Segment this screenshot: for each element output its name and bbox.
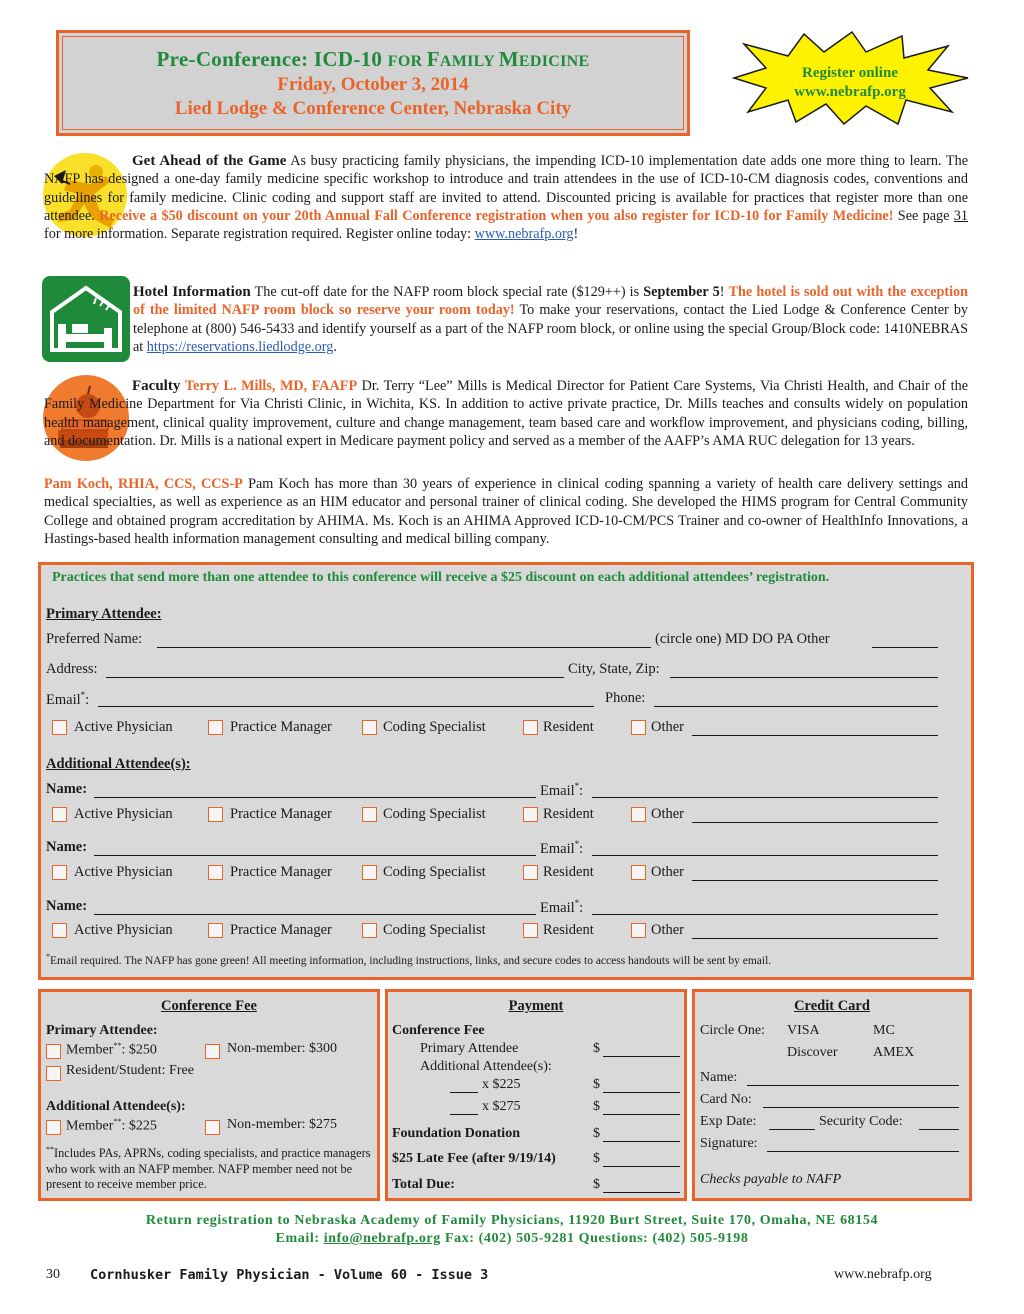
card-security-field[interactable] [919, 1129, 959, 1130]
return-registration-info [40, 1212, 984, 1248]
other-role-field[interactable] [692, 938, 938, 939]
title-family-rest: AMILY [439, 53, 499, 70]
get-ahead-discount: Receive a $50 discount on your 20th Annual Fall Conference registration when you also register for ICD-10 for Family Medicine! [99, 207, 894, 224]
card-number-field[interactable] [763, 1107, 959, 1108]
credential-circle-one[interactable]: (circle one) MD DO PA Other [655, 631, 830, 647]
payment-foundation-label: Foundation Donation [392, 1126, 520, 1141]
page-number: 30 [46, 1267, 60, 1282]
additional-email-label-text: Email [540, 782, 575, 799]
card-name-field[interactable] [747, 1085, 959, 1086]
checkbox-resident[interactable] [523, 720, 538, 735]
payment-title: Payment [508, 998, 564, 1014]
register-online-callout[interactable] [760, 64, 940, 102]
credit-card-title: Credit Card [794, 998, 870, 1014]
hotel-bed-icon [42, 276, 130, 362]
dollar-sign: $ [593, 1126, 600, 1141]
fee-note-mark: ** [46, 1145, 54, 1154]
footer-website[interactable]: www.nebrafp.org [834, 1267, 932, 1282]
payment-qty-275-field[interactable] [450, 1114, 478, 1115]
liedlodge-link[interactable]: https://reservations.liedlodge.org [146, 338, 334, 355]
role-label: Coding Specialist [383, 864, 486, 880]
checkbox-coding-specialist[interactable] [362, 865, 377, 880]
checks-payable-note: Checks payable to NAFP [700, 1172, 842, 1187]
header-banner [56, 30, 690, 136]
other-role-field[interactable] [692, 880, 938, 881]
card-exp-field[interactable] [769, 1129, 815, 1130]
additional-name-field[interactable] [94, 914, 536, 915]
conference-fee-title: Conference Fee [161, 998, 257, 1014]
city-state-zip-field[interactable] [670, 677, 938, 678]
card-discover[interactable]: Discover [787, 1045, 838, 1060]
title-medicine-initial: M [498, 47, 519, 71]
fee-primary-heading: Primary Attendee: [46, 1023, 158, 1038]
role-label: Other [651, 806, 685, 822]
fee-member-primary-mark: ** [113, 1041, 122, 1050]
additional-name-label: Name: [46, 781, 88, 797]
checkbox-other[interactable] [631, 865, 646, 880]
fee-member-note [46, 1142, 374, 1193]
payment-x275: x $275 [482, 1099, 521, 1114]
checkbox-other[interactable] [631, 807, 646, 822]
payment-primary-amount[interactable] [603, 1056, 680, 1057]
hotel-sold-out-notice: The hotel is sold out with the exception of the limited NAFP room block so reserve your room today! [133, 284, 968, 319]
additional-attendees-heading: Additional Attendee(s): [46, 756, 191, 772]
hotel-text: The cut-off date for the NAFP room block special rate ($129++) is [250, 284, 644, 300]
get-ahead-paragraph [44, 152, 968, 243]
payment-box [385, 989, 687, 1201]
fee-member-primary [66, 1041, 157, 1059]
payment-late-fee-amount[interactable] [603, 1166, 680, 1167]
fee-member-primary-label: Member [66, 1042, 114, 1058]
card-signature-label: Signature: [700, 1136, 758, 1151]
additional-email-required-mark: * [574, 839, 580, 849]
page-reference: 31 [953, 207, 968, 224]
card-exp-label: Exp Date: [700, 1114, 757, 1129]
checkbox-coding-specialist[interactable] [362, 807, 377, 822]
hotel-text-4: . [333, 338, 337, 355]
header-venue: Lied Lodge & Conference Center, Nebraska City [174, 98, 572, 119]
payment-foundation-amount[interactable] [603, 1141, 680, 1142]
checkbox-nonmember-primary[interactable] [205, 1044, 220, 1059]
additional-email-required-mark: * [574, 781, 580, 791]
additional-email-field[interactable] [592, 914, 938, 915]
get-ahead-text-4: ! [573, 226, 579, 243]
payment-x225: x $225 [482, 1077, 521, 1092]
additional-name-field[interactable] [94, 797, 536, 798]
hotel-text-2: ! [719, 284, 729, 300]
role-label: Other [651, 922, 685, 938]
checkbox-resident[interactable] [523, 865, 538, 880]
footnote-mark: * [46, 952, 50, 961]
card-number-label: Card No: [700, 1092, 752, 1107]
fee-member-additional-label: Member [66, 1118, 114, 1134]
checkbox-resident[interactable] [523, 923, 538, 938]
checkbox-other[interactable] [631, 923, 646, 938]
additional-email-label-text: Email [540, 840, 575, 857]
payment-late-fee-label: $25 Late Fee (after 9/19/14) [392, 1151, 556, 1166]
role-label: Coding Specialist [383, 922, 486, 938]
address-label: Address: [46, 661, 98, 677]
register-online-text: Register online [802, 65, 898, 81]
checkbox-active-physician[interactable] [52, 720, 67, 735]
card-amex[interactable]: AMEX [873, 1045, 915, 1060]
title-medicine-rest: EDICINE [518, 53, 590, 70]
payment-275-amount[interactable] [603, 1114, 680, 1115]
payment-total-amount[interactable] [603, 1192, 680, 1193]
card-visa[interactable]: VISA [787, 1023, 820, 1038]
role-label: Resident [543, 806, 594, 822]
city-state-zip-label: City, State, Zip: [568, 661, 660, 677]
email-label-text: Email [46, 691, 81, 708]
additional-email-label-colon: : [579, 782, 584, 799]
return-contact-line [40, 1230, 984, 1248]
fee-member-additional-price: : $225 [121, 1118, 157, 1134]
fee-member-primary-price: : $250 [121, 1042, 157, 1058]
role-label: Active Physician [74, 719, 173, 735]
additional-name-field[interactable] [94, 855, 536, 856]
checkbox-practice-manager[interactable] [208, 807, 223, 822]
checkbox-practice-manager[interactable] [208, 865, 223, 880]
fee-resident-student: Resident/Student: Free [66, 1063, 194, 1078]
additional-name-label: Name: [46, 898, 88, 914]
additional-email-field[interactable] [592, 797, 938, 798]
card-security-label: Security Code: [819, 1114, 903, 1129]
fee-member-additional-mark: ** [113, 1117, 122, 1126]
return-address: Return registration to Nebraska Academy of Family Physicians, 11920 Burt Street, Suite 170, Omaha, NE 68154 [145, 1213, 879, 1228]
payment-total-label: Total Due: [392, 1177, 455, 1192]
additional-email-label-colon: : [579, 840, 584, 857]
role-label: Coding Specialist [383, 806, 486, 822]
phone-label: Phone: [605, 690, 646, 706]
additional-email-label [540, 839, 583, 858]
address-field[interactable] [106, 677, 564, 678]
other-role-field[interactable] [692, 735, 938, 736]
registration-discount-note: Practices that send more than one attendee to this conference will receive a $25 discount on each additional attendees’ registration. [52, 570, 830, 585]
header-date: Friday, October 3, 2014 [277, 74, 469, 95]
title-main: Pre-Conference: ICD-10 [156, 47, 388, 71]
role-label: Active Physician [74, 864, 173, 880]
card-mc[interactable]: MC [873, 1023, 895, 1038]
other-role-field[interactable] [692, 822, 938, 823]
payment-conference-fee: Conference Fee [392, 1023, 485, 1038]
get-ahead-text-3: for more information. Separate registration required. Register online today: [44, 226, 475, 243]
title-for: FOR [387, 53, 427, 70]
email-label [46, 690, 89, 709]
publication-title: Cornhusker Family Physician - Volume 60 - Issue 3 [90, 1267, 489, 1283]
additional-email-field[interactable] [592, 855, 938, 856]
hotel-heading: Hotel Information [133, 284, 251, 300]
fee-additional-heading: Additional Attendee(s): [46, 1099, 186, 1114]
role-label: Other [651, 864, 685, 880]
checkbox-coding-specialist[interactable] [362, 923, 377, 938]
checkbox-active-physician[interactable] [52, 807, 67, 822]
fee-nonmember-additional: Non-member: $275 [227, 1117, 338, 1132]
primary-attendee-heading: Primary Attendee: [46, 606, 162, 622]
dollar-sign: $ [593, 1099, 600, 1114]
card-name-label: Name: [700, 1070, 738, 1085]
faculty-paragraph-1 [44, 377, 968, 450]
faculty-name-koch: Pam Koch, RHIA, CCS, CCS-P [44, 476, 243, 492]
hotel-text-3: To make your reservations, contact the Lied Lodge & Conference Center by telephone at (800) 546-5433 and identify yourself as a part of the NAFP room block, or online using the special Group/Block code: 1410NEBRAS at [133, 302, 969, 355]
register-online-url[interactable]: www.nebrafp.org [794, 84, 906, 100]
fee-nonmember-primary: Non-member: $300 [227, 1041, 338, 1056]
checkbox-resident-student[interactable] [46, 1066, 61, 1081]
hotel-paragraph [133, 283, 968, 356]
get-ahead-text-2: See page [893, 207, 954, 224]
dollar-sign: $ [593, 1077, 600, 1092]
header-inner [62, 36, 684, 130]
header-title [63, 47, 683, 72]
title-family-initial: F [426, 47, 440, 71]
additional-email-label-colon: : [579, 899, 584, 916]
payment-primary-label: Primary Attendee [420, 1041, 519, 1056]
checkbox-member-additional[interactable] [46, 1120, 61, 1135]
checkbox-nonmember-additional[interactable] [205, 1120, 220, 1135]
payment-qty-225-field[interactable] [450, 1092, 478, 1093]
role-label: Practice Manager [230, 806, 332, 822]
fee-note-text: Includes PAs, APRNs, coding specialists, and practice managers who work with an NAFP member. NAFP member need not be present to receive member price. [46, 1146, 371, 1192]
role-label: Practice Manager [230, 719, 332, 735]
checkbox-practice-manager[interactable] [208, 923, 223, 938]
return-fax-phone: Fax: (402) 505-9281 Questions: (402) 505-9198 [440, 1231, 749, 1246]
additional-email-required-mark: * [574, 898, 580, 908]
role-label: Active Physician [74, 806, 173, 822]
checkbox-coding-specialist[interactable] [362, 720, 377, 735]
role-label: Active Physician [74, 922, 173, 938]
phone-field[interactable] [654, 706, 938, 707]
email-label-colon: : [85, 691, 90, 708]
preferred-name-label: Preferred Name: [46, 631, 143, 647]
role-label: Coding Specialist [383, 719, 486, 735]
faculty-bio-mills: Dr. Terry “Lee” Mills is Medical Director for Patient Care Systems, Via Christi Health, and Chair of the Family Medicine Department for Via Christi Clinic, in Wichita, KS. In addition to active private practice, Dr. Mills teaches and consults widely on population health management, clinical quality improvement, culture and change management, team based care and workflow improvement, and physicians coding, billing, and documentation. Dr. Mills is a national expert in Medicare payment policy and served as a member of the AAFP’s AMA RUC delegation for 13 years. [44, 378, 968, 449]
dollar-sign: $ [593, 1177, 600, 1192]
checkbox-member-primary[interactable] [46, 1044, 61, 1059]
nebrafp-link[interactable]: www.nebrafp.org [474, 226, 574, 243]
additional-email-label [540, 898, 583, 917]
role-label: Resident [543, 864, 594, 880]
return-email-label: Email: [275, 1231, 324, 1246]
checkbox-practice-manager[interactable] [208, 720, 223, 735]
preferred-name-field[interactable] [157, 647, 651, 648]
card-circle-one: Circle One: [700, 1023, 765, 1038]
email-footnote [46, 952, 771, 967]
get-ahead-text: As busy practicing family physicians, the impending ICD-10 implementation date adds one more thing to learn. The NAFP has designed a one-day family medicine specific workshop to introduce and train attendees in the use of ICD-10-CM diagnosis codes, conventions and guidelines for family medicine. Clinic coding and support staff are invited to attend. Discounted pricing is available for practices that register more than one attendee. [44, 153, 968, 224]
checkbox-active-physician[interactable] [52, 923, 67, 938]
additional-email-label [540, 781, 583, 800]
fee-member-additional [66, 1117, 157, 1135]
faculty-heading: Faculty [132, 378, 181, 394]
footnote-text: Email required. The NAFP has gone green! All meeting information, including instructions, links, and secure codes to access handouts will be sent by email. [50, 954, 772, 967]
additional-name-label: Name: [46, 839, 88, 855]
dollar-sign: $ [593, 1041, 600, 1056]
faculty-bio-koch: Pam Koch has more than 30 years of experience in clinical coding spanning a variety of health care delivery settings and medical specialties, as well as experience as an HIM educator and personal trainer of clinical coding. She developed the HIMS program for Central Community College and obtained program accreditation by AHIMA. Ms. Koch is an AHIMA Approved ICD-10-CM/PCS Trainer and co-owner of HealthInfo Innovations, a Hastings-based health information management consulting and medical billing company. [44, 476, 968, 547]
payment-225-amount[interactable] [603, 1092, 680, 1093]
role-label: Other [651, 719, 685, 735]
role-label: Practice Manager [230, 864, 332, 880]
additional-email-label-text: Email [540, 899, 575, 916]
credential-other-field[interactable] [872, 647, 938, 648]
get-ahead-heading: Get Ahead of the Game [132, 153, 287, 169]
faculty-name-mills: Terry L. Mills, MD, FAAFP [184, 378, 358, 394]
checkbox-other[interactable] [631, 720, 646, 735]
role-label: Resident [543, 922, 594, 938]
checkbox-resident[interactable] [523, 807, 538, 822]
return-email-link[interactable]: info@nebrafp.org [323, 1231, 441, 1246]
payment-additional-label: Additional Attendee(s): [420, 1059, 552, 1074]
faculty-paragraph-2 [44, 475, 968, 548]
role-label: Resident [543, 719, 594, 735]
email-field[interactable] [98, 706, 594, 707]
hotel-cutoff-date: September 5 [643, 284, 720, 300]
email-required-mark: * [80, 690, 86, 700]
card-signature-field[interactable] [767, 1151, 959, 1152]
checkbox-active-physician[interactable] [52, 865, 67, 880]
role-label: Practice Manager [230, 922, 332, 938]
dollar-sign: $ [593, 1151, 600, 1166]
